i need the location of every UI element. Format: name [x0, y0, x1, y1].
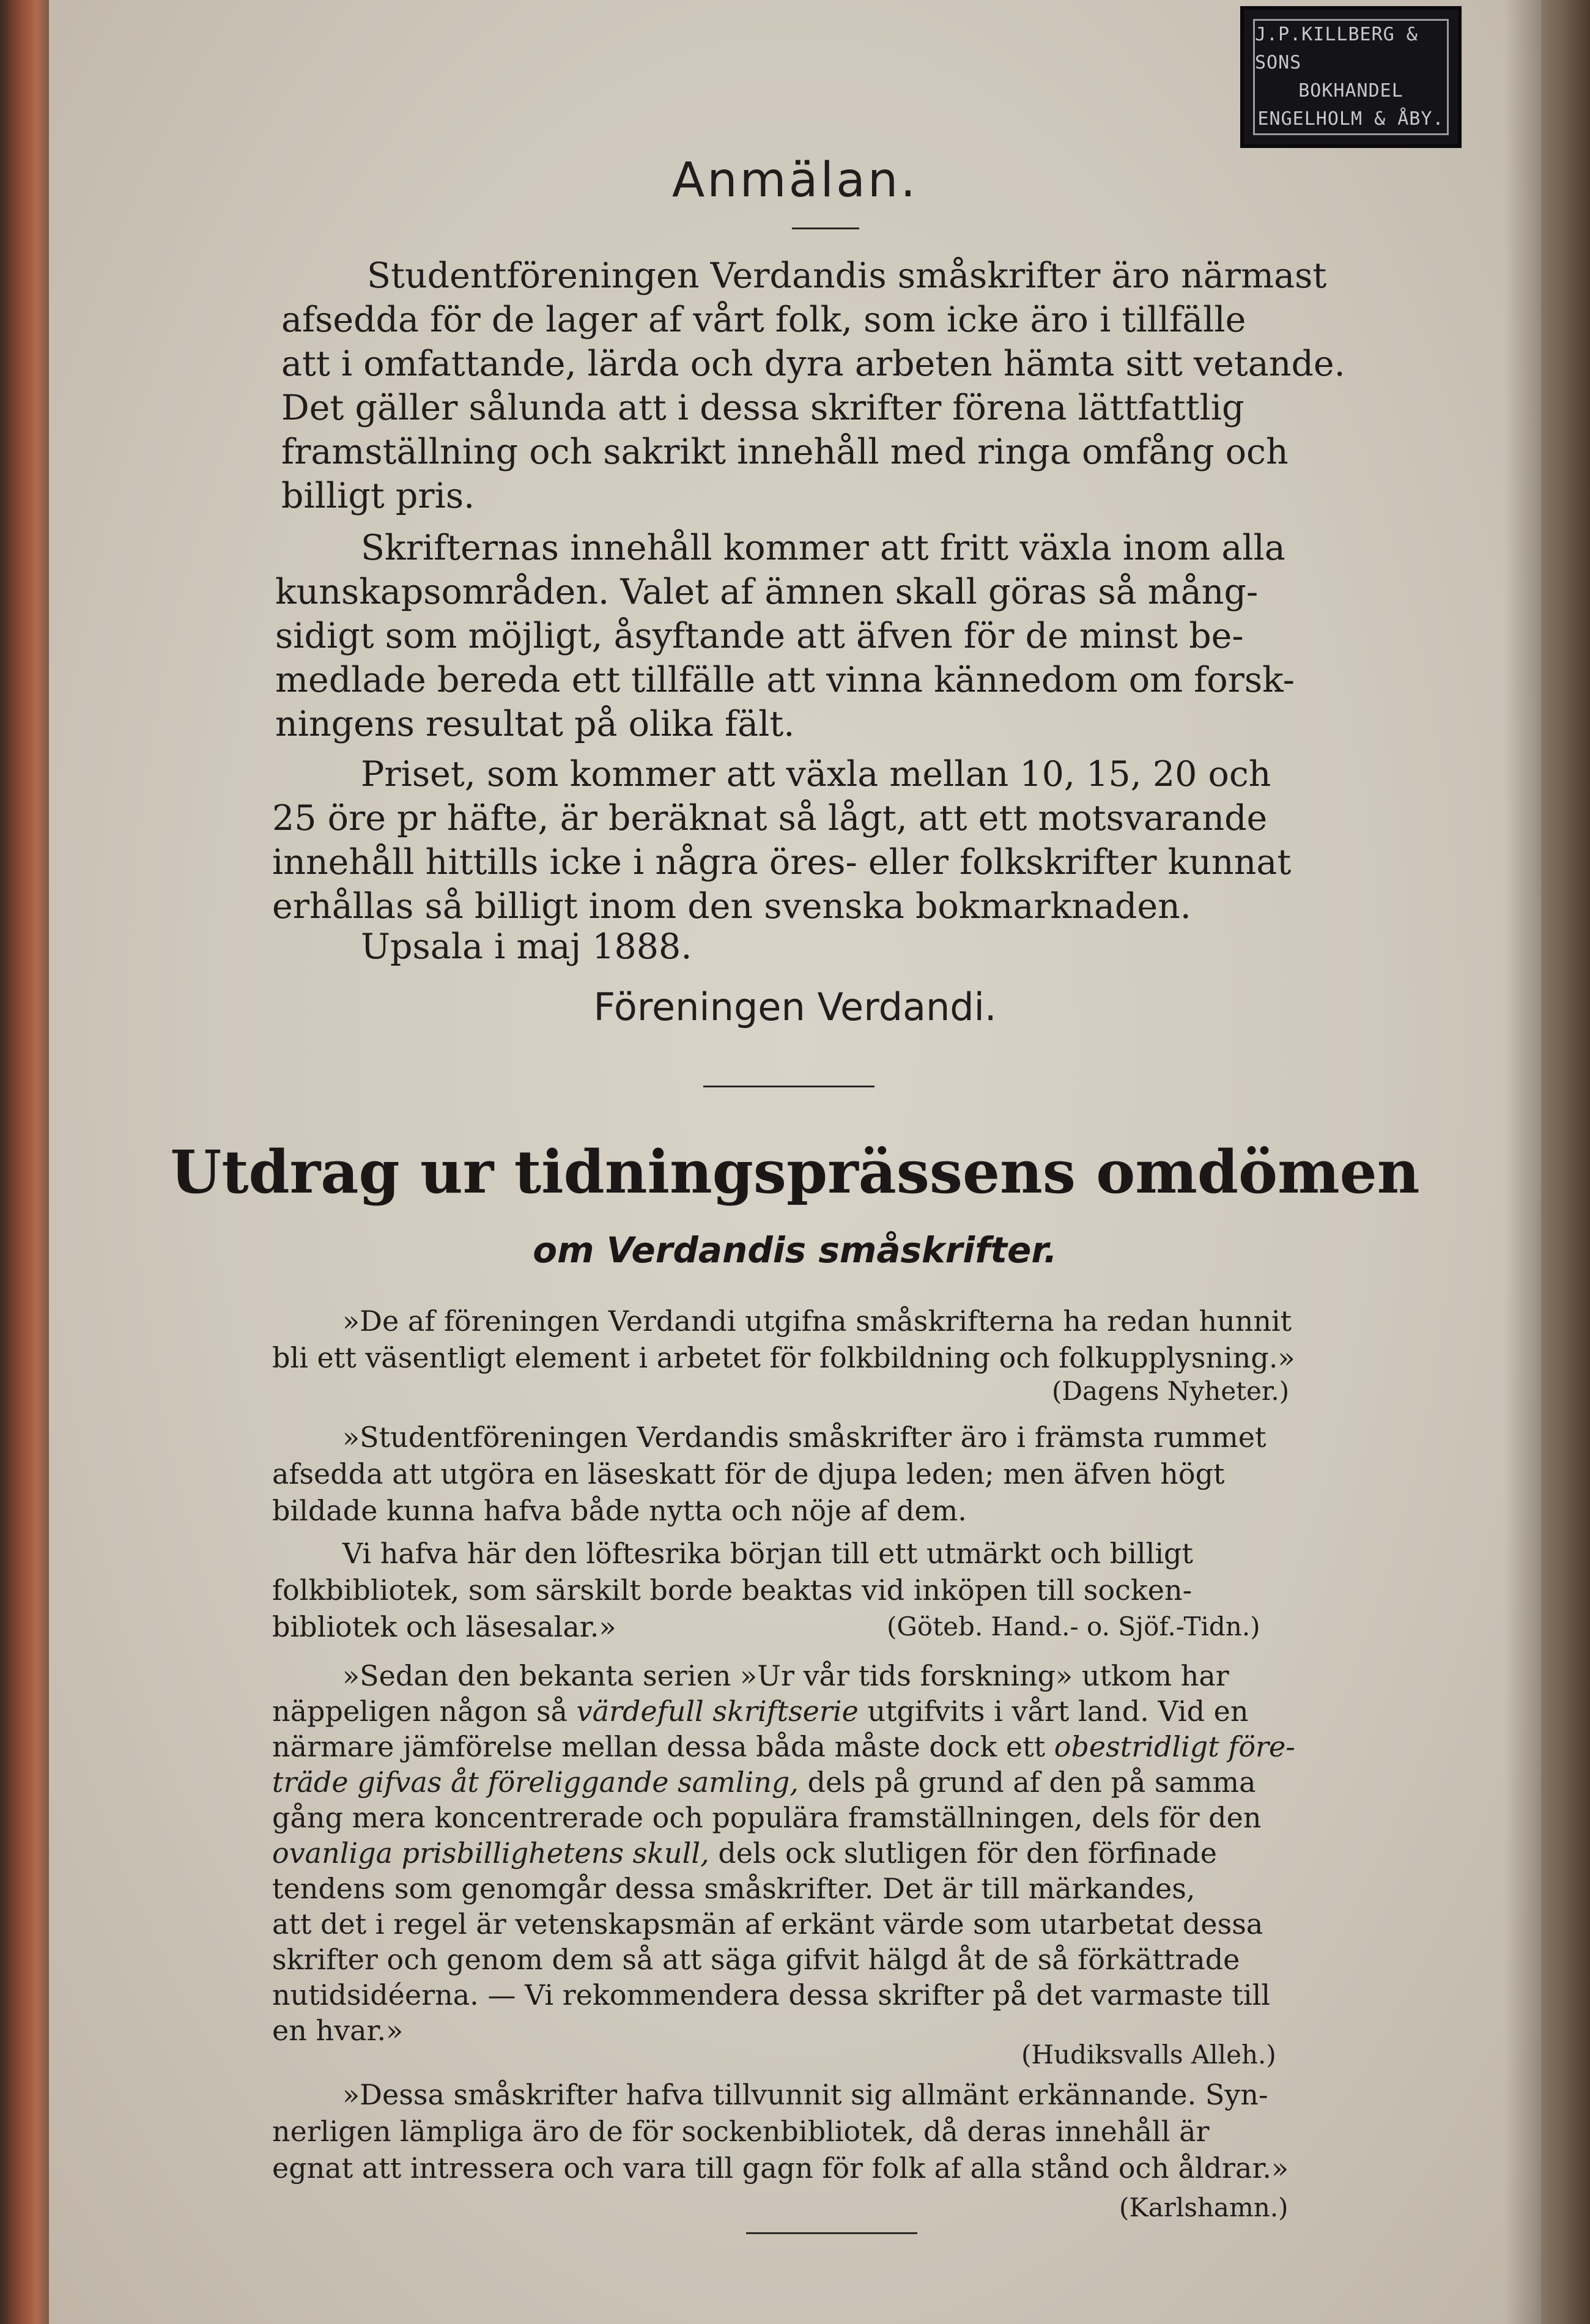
quote-source: (Karlshamn.) [1119, 2193, 1289, 2222]
quote-line: »Studentföreningen Verdandis småskrifter äro i främsta rummet [342, 1421, 1266, 1454]
quote-line [272, 1728, 1295, 1765]
signature: Föreningen Verdandi. [593, 985, 997, 1029]
text-line: Studentföreningen Verdandis småskrifter äro närmast [367, 256, 1327, 296]
quote-fragment: utgifvits i vårt land. Vid en [858, 1695, 1249, 1728]
quote-line: folkbibliotek, som särskilt borde beaktas vid inköpen till socken- [272, 1574, 1192, 1607]
quote-emphasis: värdefull skriftserie [576, 1695, 859, 1728]
quote-line [272, 1693, 1249, 1730]
quote-line: att det i regel är vetenskapsmän af erkänt värde som utarbetat dessa [272, 1908, 1263, 1941]
quote-emphasis: träde gifvas åt föreliggande samling, [272, 1766, 799, 1799]
press-excerpts-subtitle: om Verdandis småskrifter. [533, 1229, 1057, 1271]
bottom-divider [746, 2232, 917, 2234]
text-line: afsedda för de lager af vårt folk, som icke äro i tillfälle [281, 300, 1246, 340]
quote-fragment: dels ock slutligen för den förfinade [709, 1837, 1218, 1870]
anmalan-title: Anmälan. [671, 153, 919, 208]
stamp-line: BOKHANDEL [1298, 80, 1403, 102]
book-edge-left [0, 0, 49, 2324]
text-line: medlade bereda ett tillfälle att vinna kännedom om forsk- [275, 660, 1295, 700]
text-line: erhållas så billigt inom den svenska bokmarknaden. [272, 886, 1191, 927]
bookseller-stamp [1240, 6, 1462, 148]
text-line: sidigt som möjligt, åsyftande att äfven för de minst be- [275, 616, 1244, 656]
quote-line: »De af föreningen Verdandi utgifna småskrifterna ha redan hunnit [342, 1304, 1292, 1338]
quote-fragment: dels på grund af den på samma [798, 1766, 1256, 1799]
text-line: Upsala i maj 1888. [361, 927, 692, 967]
book-page [49, 0, 1541, 2324]
text-line: framställning och sakrikt innehåll med ringa omfång och [281, 432, 1289, 472]
quote-line: nutidsidéerna. — Vi rekommendera dessa skrifter på det varmaste till [272, 1978, 1271, 2011]
quote-line: skrifter och genom dem så att säga gifvit hälgd åt de så förkättrade [272, 1943, 1240, 1976]
section-divider [703, 1086, 875, 1087]
quote-line: bildade kunna hafva både nytta och nöje af dem. [272, 1494, 967, 1527]
quote-emphasis: ovanliga prisbillighetens skull, [272, 1837, 709, 1870]
text-line: kunskapsområden. Valet af ämnen skall göras så mång- [275, 572, 1259, 612]
quote-line: egnat att intressera och vara till gagn för folk af alla stånd och åldrar.» [272, 2152, 1289, 2185]
quote-line: gång mera koncentrerade och populära framställningen, dels för den [272, 1801, 1262, 1834]
quote-source: (Hudiksvalls Alleh.) [1021, 2040, 1276, 2070]
stamp-line: J.P.KILLBERG & SONS [1255, 24, 1418, 73]
quote-source: (Göteb. Hand.- o. Sjöf.-Tidn.) [887, 1612, 1260, 1641]
press-excerpts-title: Utdrag ur tidningsprässens omdömen [170, 1138, 1420, 1207]
text-line: innehåll hittills icke i några öres- eller folkskrifter kunnat [272, 842, 1292, 883]
quote-source: (Dagens Nyheter.) [1052, 1376, 1290, 1406]
quote-line: »Sedan den bekanta serien »Ur vår tids forskning» utkom har [342, 1659, 1229, 1692]
bookseller-stamp-frame [1253, 19, 1449, 135]
quote-fragment: närmare jämförelse mellan dessa båda måste dock ett [272, 1730, 1054, 1763]
quote-line: nerligen lämpliga äro de för sockenbibliotek, då deras innehåll är [272, 2115, 1210, 2148]
quote-fragment: näppeligen någon så [272, 1695, 577, 1728]
quote-line: »Dessa småskrifter hafva tillvunnit sig allmänt erkännande. Syn- [342, 2078, 1268, 2111]
quote-line: tendens som genomgår dessa småskrifter. Det är till märkandes, [272, 1872, 1196, 1905]
quote-line: en hvar.» [272, 2014, 404, 2047]
stamp-line: ENGELHOLM & ÅBY. [1257, 108, 1444, 130]
quote-line [272, 1835, 1217, 1871]
quote-emphasis: obestridligt före- [1054, 1730, 1295, 1763]
quote-line: bibliotek och läsesalar.» [272, 1610, 616, 1643]
text-line: billigt pris. [281, 476, 475, 516]
title-rule [792, 228, 859, 229]
text-line: att i omfattande, lärda och dyra arbeten hämta sitt vetande. [281, 344, 1345, 384]
book-edge-right [1541, 0, 1590, 2324]
text-line: 25 öre pr häfte, är beräknat så lågt, att ett motsvarande [272, 798, 1268, 838]
quote-line: afsedda att utgöra en läseskatt för de djupa leden; men äfven högt [272, 1457, 1225, 1490]
quote-line: bli ett väsentligt element i arbetet för folkbildning och folkupplysning.» [272, 1341, 1295, 1374]
text-line: Det gäller sålunda att i dessa skrifter förena lättfattlig [281, 388, 1244, 428]
quote-line [272, 1764, 1256, 1800]
text-line: ningens resultat på olika fält. [275, 704, 795, 744]
quote-line: Vi hafva här den löftesrika början till ett utmärkt och billigt [342, 1537, 1193, 1570]
text-line: Priset, som kommer att växla mellan 10, 15, 20 och [361, 754, 1271, 794]
text-line: Skrifternas innehåll kommer att fritt växla inom alla [361, 528, 1285, 568]
